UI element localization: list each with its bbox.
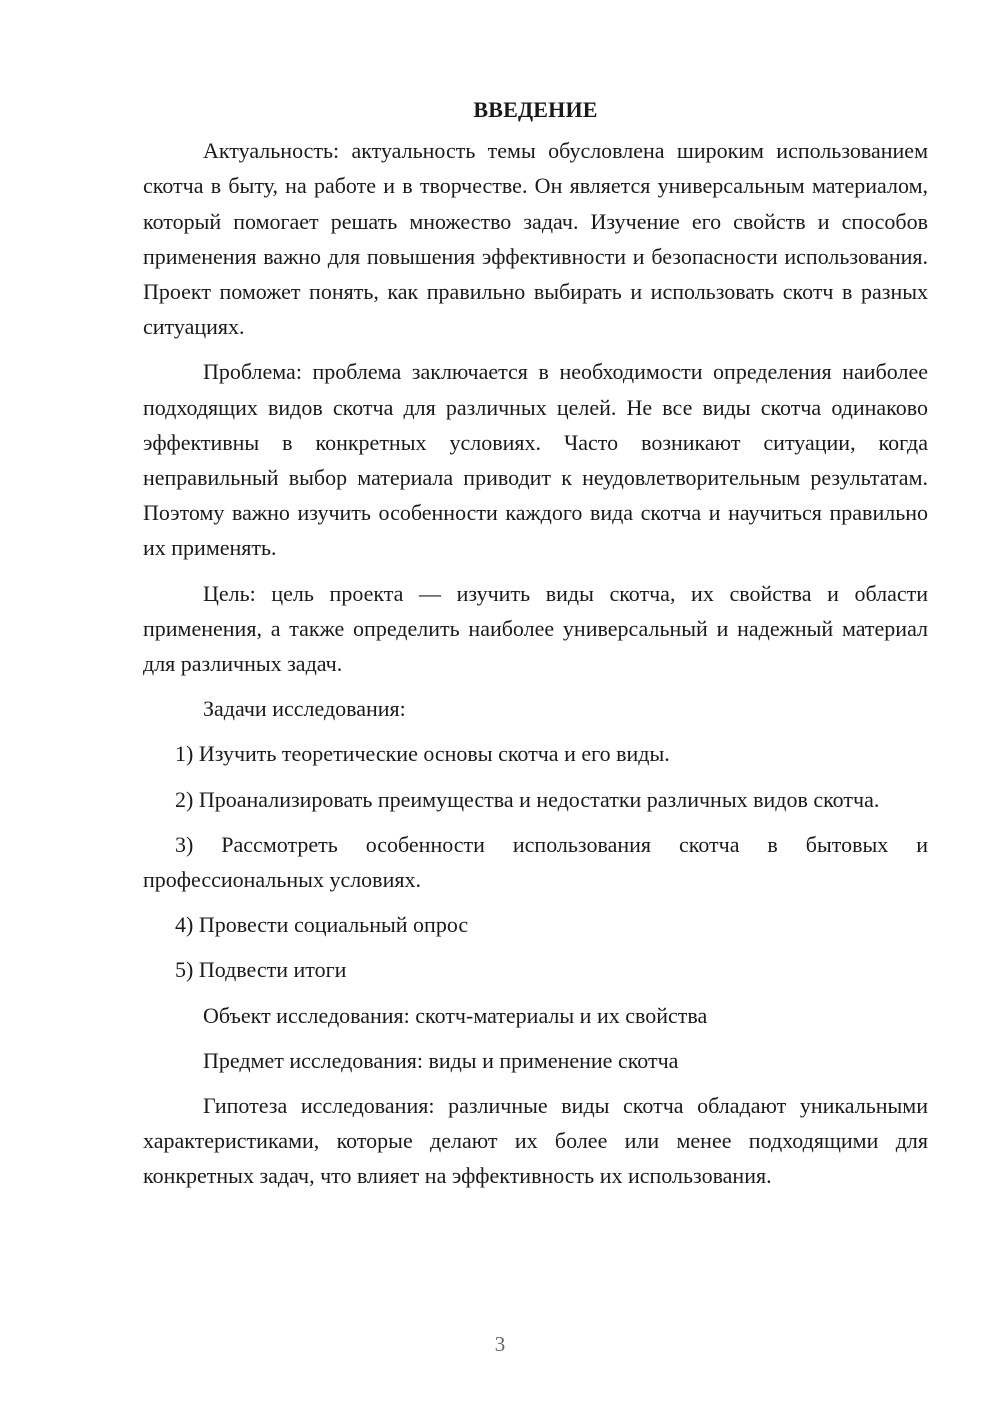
document-page <box>143 92 928 1204</box>
task-item-1: 1) Изучить теоретические основы скотча и его виды. <box>175 741 670 767</box>
goal-paragraph: Цель: цель проекта — изучить виды скотча, их свойства и области применения, а также определить наиболее универсальный и надежный материал для различных задач. <box>143 580 928 677</box>
task-item-4: 4) Провести социальный опрос <box>175 912 469 938</box>
task-item-3: 3) Рассмотреть особенности использования скотча в бытовых и профессиональных условиях. <box>143 831 928 893</box>
hypothesis-paragraph: Гипотеза исследования: различные виды скотча обладают уникальными характеристиками, которые делают их более или менее подходящими для конкретных задач, что влияет на эффективность их использования. <box>143 1093 928 1189</box>
object-paragraph: Объект исследования: скотч-материалы и их свойства <box>203 1002 708 1028</box>
subject-paragraph: Предмет исследования: виды и применение скотча <box>203 1047 679 1073</box>
section-title: ВВЕДЕНИЕ <box>473 97 598 122</box>
tasks-heading: Задачи исследования: <box>203 696 406 722</box>
task-item-5: 5) Подвести итоги <box>175 957 347 983</box>
problem-paragraph: Проблема: проблема заключается в необходимости определения наиболее подходящих видов скотча для различных целей. Не все виды скотча одинаково эффективны в конкретных условиях. Часто возникают ситуации, когда неправильный выбор материала приводит к неудовлетворительным результатам. Поэтому важно изучить особенности каждого вида скотча и научиться правильно их применять. <box>143 359 928 561</box>
task-item-2: 2) Проанализировать преимущества и недостатки различных видов скотча. <box>175 786 880 812</box>
relevance-paragraph: Актуальность: актуальность темы обусловлена широким использованием скотча в быту, на работе и в творчестве. Он является универсальным материалом, который помогает решать множество задач. Изучение его свойств и способов применения важно для повышения эффективности и безопасности использования. Проект поможет понять, как правильно выбирать и использовать скотч в разных ситуациях. <box>143 138 928 340</box>
page-number: 3 <box>494 1332 506 1356</box>
